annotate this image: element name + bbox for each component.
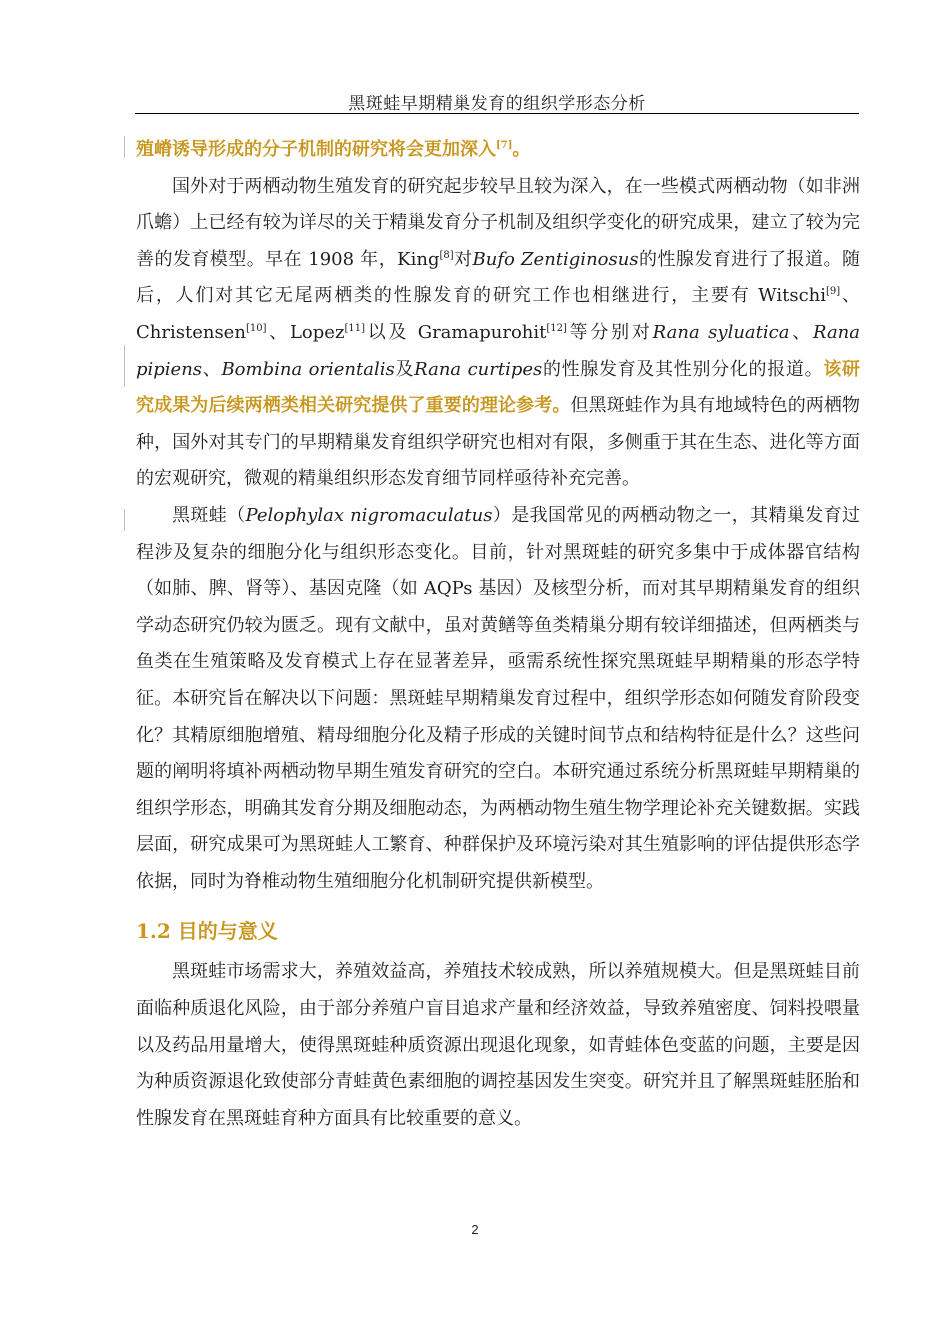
text-run: ）是我国常见的两栖动物之一，其精巢发育过程涉及复杂的细胞分化与组织形态变化。目前，针对黑斑蛙的研究多集中于成体器官结构（如肺、脾、肾等）、基因克隆（如 AQPs 基因）及核型分析，而对其早期精巢发育的组织学动态研究仍较为匮乏。现有文献中，虽对黄鳝等鱼类精巢分期有较详细描述，但两栖类与鱼类在生殖策略及发育模式上存在显著差异，亟需系统性探究黑斑蛙早期精巢的形态学特征。本研究旨在解决以下问题：黑斑蛙早期精巢发育过程中，组织学形态如何随发育阶段变化？其精原细胞增殖、精母细胞分化及精子形成的关键时间节点和结构特征是什么？这些问题的阐明将填补两栖动物早期生殖发育研究的空白。本研究通过系统分析黑斑蛙早期精巢的组织学形态，明确其发育分期及细胞动态，为两栖动物生殖生物学理论补充关键数据。实践层面，研究成果可为黑斑蛙人工繁育、种群保护及环境污染对其生殖影响的评估提供形态学依据，同时为脊椎动物生殖细胞分化机制研究提供新模型。: [136, 504, 860, 892]
citation: [8]: [439, 249, 454, 261]
header-rule: [135, 113, 859, 114]
change-bar: [124, 345, 125, 387]
citation: [10]: [245, 322, 267, 334]
species-name: Rana pipiens: [136, 321, 861, 380]
species-name: Bombina orientalis: [221, 358, 395, 380]
text-run: 黑斑蛙（: [172, 504, 246, 526]
citation: [11]: [344, 322, 365, 334]
paragraph-purpose: 黑斑蛙市场需求大，养殖效益高，养殖技术较成熟，所以养殖规模大。但是黑斑蛙目前面临种质退化风险，由于部分养殖户盲目追求产量和经济效益，导致养殖密度、饲料投喂量以及药品用量增大，使得黑斑蛙种质资源出现退化现象，如青蛙体色变蓝的问题，主要是因为种质资源退化致使部分青蛙黄色素细胞的调控基因发生突变。研究并且了解黑斑蛙胚胎和性腺发育在黑斑蛙育种方面具有比较重要的意义。: [136, 961, 860, 1129]
running-header: 黑斑蛙早期精巢发育的组织学形态分析: [348, 94, 646, 114]
text-run: 、Lopez: [266, 321, 345, 343]
text-run: 但黑斑蛙作为具有地域特色的两栖物种，国外对其专门的早期精巢发育组织学研究也相对有限，多侧重于其在生态、进化等方面的宏观研究，微观的精巢组织形态发育细节同样亟待补充完善。: [136, 395, 861, 490]
text-run: 及: [394, 358, 415, 380]
body-text: [136, 132, 860, 1137]
species-name: Pelophylax nigromaculatus: [245, 504, 493, 526]
citation: [7]: [496, 140, 513, 151]
citation: [9]: [826, 286, 841, 298]
highlighted-text: 该研究成果为后续两栖类相关研究提供了重要的理论参考。: [136, 358, 861, 417]
citation: [12]: [546, 322, 567, 334]
section-heading: 1.2 目的与意义: [136, 919, 278, 944]
paragraph-continuation: [136, 132, 860, 169]
species-name: Rana syluatica: [652, 321, 790, 343]
text-run: 的性腺发育进行了报道。随后，人们对其它无尾两栖类的性腺发育的研究工作也相继进行，主要有 Witschi: [136, 248, 860, 307]
text-run: 国外对于两栖动物生殖发育的研究起步较早且较为深入，在一些模式两栖动物（如非洲爪蟾）上已经有较为详尽的关于精巢发育分子机制及组织学变化的研究成果，建立了较为完善的发育模型。早在 1908 年，King: [136, 175, 860, 270]
page-number: 2: [471, 1222, 479, 1237]
species-name: Bufo Zentiginosus: [472, 248, 639, 270]
text-run: 的性腺发育及其性别分化的报道。: [542, 358, 824, 380]
text-run: 、Christensen: [136, 285, 861, 343]
text-run: 等分别对: [566, 321, 653, 343]
change-bar: [124, 509, 125, 531]
change-bar: [124, 136, 125, 158]
text-run: 、: [789, 321, 813, 343]
highlighted-text: 殖嵴诱导形成的分子机制的研究将会更加深入: [136, 139, 496, 160]
species-name: Rana curtipes: [414, 358, 543, 380]
paragraph-pelophylax: [136, 498, 860, 901]
text-run: 以及 Gramapurohit: [364, 321, 547, 343]
text-run: 、: [202, 358, 222, 380]
paragraph-foreign-research: [136, 169, 860, 498]
text-run: 对: [453, 248, 473, 270]
highlighted-text: 。: [512, 139, 531, 160]
